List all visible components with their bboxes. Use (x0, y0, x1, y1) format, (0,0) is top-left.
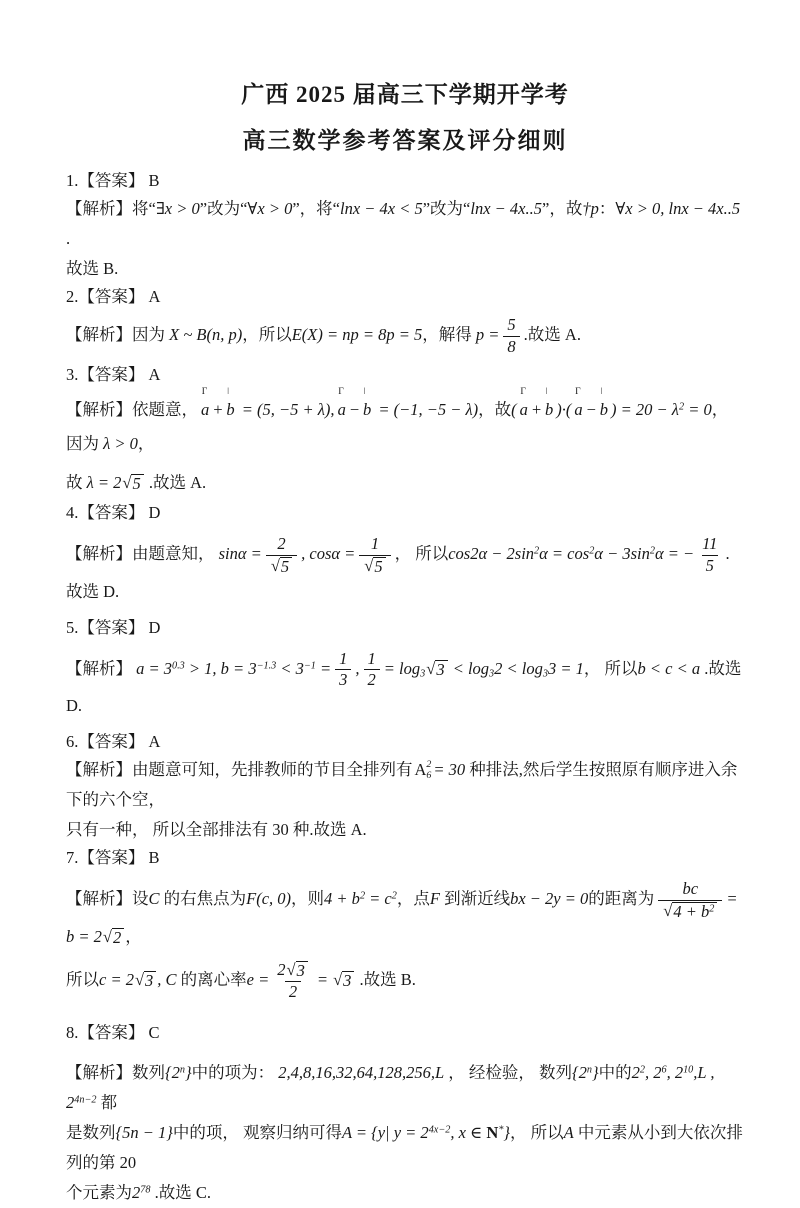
problem-2 (66, 284, 744, 357)
superscript: −1 (303, 660, 316, 672)
analysis-line-1-1 (66, 194, 744, 254)
sqrt-expression (426, 660, 447, 680)
text-run: 是数列 (66, 1123, 116, 1143)
math-run: 3 (436, 659, 445, 679)
superscript: 78 (140, 1184, 151, 1196)
fraction-numerator (367, 534, 383, 555)
math-run: sinα = (218, 544, 262, 564)
text-run: 【解析】将“ (66, 199, 156, 218)
sqrt-expression (364, 557, 385, 577)
problem-5 (66, 615, 744, 721)
math-run: = b = 2 (66, 889, 738, 946)
analysis-line-4-1 (66, 534, 744, 607)
problem-3 (66, 362, 744, 500)
math-run: ) = 20 − λ (611, 400, 679, 420)
math-run: c = 2 (99, 969, 134, 989)
text-run: 【解析】依题意， (66, 400, 198, 420)
fraction (273, 960, 313, 1003)
math-run: C (148, 889, 160, 909)
math-bold-run: N (486, 1123, 499, 1143)
problem-4 (66, 500, 744, 607)
math-run: {5n − 1} (115, 1123, 173, 1143)
math-run: } (591, 1063, 599, 1083)
fraction-denominator (285, 981, 301, 1003)
radicand (131, 474, 143, 494)
radicand (435, 660, 447, 680)
math-run: } (184, 1063, 192, 1083)
radicand (280, 557, 292, 577)
math-run: 2 (277, 959, 286, 979)
math-run: λ > 0 (99, 434, 138, 454)
superscript: 10 (683, 1064, 694, 1076)
sqrt-expression (103, 928, 124, 948)
vector-symbol (599, 386, 609, 427)
text-run: 中的 (598, 1063, 632, 1083)
analysis-line-8-1 (66, 1058, 744, 1118)
superscript: n (586, 1064, 592, 1076)
math-run: 2 (112, 927, 122, 947)
fraction (359, 534, 390, 577)
fraction (658, 879, 722, 922)
text-run: 中的项， 观察归纳可得 (172, 1123, 342, 1143)
text-run: 只有一种， 所以全部排法有 30 种.故选 A. (66, 820, 367, 840)
subscript: 3 (489, 668, 495, 680)
fraction-denominator (658, 900, 722, 922)
math-run: A (563, 1123, 574, 1143)
subscript: 3 (542, 668, 548, 680)
text-run: ，因为 (66, 400, 729, 454)
text-run: ， 所以 (510, 1123, 564, 1143)
subscript: 3 (420, 668, 426, 680)
math-run: 3 (343, 970, 352, 990)
superscript: * (498, 1124, 504, 1136)
vector-base: a (337, 400, 346, 420)
vector-base: a (519, 400, 528, 420)
math-run: ∀x > 0 (247, 199, 293, 218)
fraction (266, 534, 297, 577)
text-run: .故选 D. (66, 544, 730, 601)
radicand (144, 971, 156, 991)
math-run: − (585, 400, 597, 420)
math-run: + (530, 400, 543, 420)
superscript: 2 (359, 890, 366, 902)
radical-sign-icon: √ (122, 473, 132, 493)
math-run: 5 (705, 556, 714, 576)
fraction-numerator (273, 960, 313, 981)
math-run: = c (365, 889, 392, 909)
math-run: 2 (132, 1183, 141, 1203)
text-run: 中的项为： (191, 1063, 279, 1083)
text-run: 中元素从小到大依次排列的第 20 (66, 1123, 743, 1173)
analysis-line-7-2 (66, 960, 744, 1003)
math-run: F(c, 0) (246, 889, 292, 909)
fraction-denominator (359, 555, 390, 577)
radical-sign-icon: √ (663, 900, 673, 920)
math-run: = 0 (684, 400, 712, 420)
radical-sign-icon: √ (102, 926, 112, 946)
math-run: = (−1, −5 − λ) (374, 400, 479, 420)
sqrt-expression (333, 971, 354, 991)
vector-arrow-icon: ǀ (363, 386, 366, 398)
analysis-line-1-2 (66, 254, 744, 284)
math-run: b < c < a (637, 658, 701, 678)
math-run: †p (582, 199, 599, 218)
math-run: 5 (132, 474, 141, 494)
math-run: 4 + b (324, 889, 360, 909)
vector-base: b (545, 400, 554, 420)
radicand (342, 971, 354, 991)
math-run: 8 (507, 336, 516, 356)
math-run: bc (682, 879, 699, 899)
math-run: 2 (277, 534, 286, 554)
radical-sign-icon: √ (333, 969, 343, 989)
math-run: , 2 (644, 1063, 662, 1083)
vector-arrow-icon: Γ (338, 386, 344, 398)
fraction-numerator (364, 649, 380, 670)
text-run: ， 所以 (583, 658, 638, 678)
math-run: 2,4,8,16,32,64,128,256,L (278, 1063, 445, 1083)
vector-symbol (573, 386, 583, 427)
vector-base: b (226, 400, 235, 420)
vector-arrow-icon: Γ (575, 386, 581, 398)
superscript: 6 (661, 1064, 667, 1076)
text-run: 【解析】设 (66, 889, 149, 909)
radicand (296, 961, 308, 981)
vector-symbol (225, 386, 235, 427)
math-run: X ~ B(n, p) (165, 324, 243, 344)
math-run: a = 3 (136, 658, 173, 678)
sqrt-expression (663, 902, 717, 922)
math-run: bx − 2y = 0 (510, 889, 589, 909)
superscript: 2 (649, 545, 655, 557)
fraction-denominator (266, 555, 297, 577)
text-run: .故选 C. (150, 1183, 211, 1203)
fraction (364, 649, 380, 691)
text-run: 种排法,然后学生按照原有顺序进入余下的六个空， (66, 760, 738, 810)
radicand (373, 557, 385, 577)
math-run: 1 (370, 534, 380, 554)
answer-head-8: 8.【答案】 C (66, 1023, 160, 1043)
vector-base: a (201, 400, 210, 420)
fraction-denominator (503, 336, 519, 358)
perm-scripts (426, 759, 431, 782)
fraction-numerator (273, 534, 289, 555)
answer-head-4: 4.【答案】 D (66, 503, 161, 523)
answer-head-5: 5.【答案】 D (66, 617, 161, 637)
sqrt-expression (135, 971, 156, 991)
math-run: {2 (572, 1063, 587, 1083)
text-run: .故选 A. (144, 473, 207, 493)
answer-head-6: 6.【答案】 A (66, 732, 161, 752)
analysis-line-6-2 (66, 815, 744, 845)
text-run: 到渐近线 (439, 889, 511, 909)
text-run: ，所以 (242, 324, 292, 344)
text-run: ， 经检验， 数列 (444, 1063, 573, 1083)
radical-sign-icon: √ (286, 959, 296, 979)
superscript: 2 (589, 545, 595, 557)
vector-arrow-icon: ǀ (227, 386, 230, 398)
analysis-line-3-1 (66, 388, 744, 461)
text-run: ，点 (396, 889, 430, 909)
vector-symbol (200, 386, 210, 427)
math-run: α = − (654, 544, 695, 564)
math-run: A = {y| y = 2 (341, 1123, 429, 1143)
vector-arrow-icon: Γ (520, 386, 526, 398)
radical-sign-icon: √ (270, 555, 280, 575)
math-run: 2 < log (494, 658, 543, 678)
superscript: n (179, 1064, 185, 1076)
text-run: 故 (66, 473, 87, 493)
text-run: .故选 B. (355, 969, 416, 989)
math-run: + (212, 400, 224, 420)
superscript: 0.3 (172, 660, 185, 672)
document-title: 广西 2025 届高三下学期开学考 (241, 82, 569, 107)
math-run: < log (448, 658, 490, 678)
math-run: ∀x > 0, lnx − 4x..5 (615, 199, 741, 218)
math-run: 2 (631, 1063, 640, 1083)
math-run: < 3 (276, 658, 304, 678)
math-run: 5 (280, 556, 290, 576)
math-run: {2 (165, 1063, 180, 1083)
math-run: , 2 (666, 1063, 684, 1083)
vector-arrow-icon: Γ (201, 386, 208, 398)
math-run: 3 (339, 670, 348, 690)
math-run: } (503, 1123, 511, 1143)
math-run: 2 (367, 670, 376, 690)
text-run: 所以 (66, 969, 99, 989)
text-run: 的距离为 (588, 889, 655, 909)
analysis-line-7-1 (66, 879, 744, 952)
fraction-denominator (364, 669, 380, 691)
text-run: 故选 B. (66, 259, 119, 278)
perm-superscript: 2 (426, 758, 432, 770)
vector-arrow-icon: ǀ (600, 386, 603, 398)
text-run: .故选 D. (66, 658, 742, 716)
problem-6 (66, 729, 744, 845)
math-run: p = (475, 324, 500, 344)
superscript: 2 (678, 401, 685, 413)
radical-sign-icon: √ (134, 969, 145, 989)
text-run: 【解析】因为 (66, 324, 165, 344)
math-run: ( (511, 400, 517, 420)
text-run: ， 所以 (394, 544, 449, 564)
math-run: , x ∈ (450, 1123, 487, 1143)
math-run: lnx − 4x < 5 (339, 199, 423, 218)
vector-arrow-icon: ǀ (545, 386, 548, 398)
sqrt-expression (287, 961, 308, 981)
problem-7 (66, 845, 744, 1002)
perm-base: A (414, 760, 427, 780)
math-run: lnx − 4x..5 (470, 199, 543, 218)
text-run: ”，将“ (292, 199, 340, 218)
text-run: 【解析】由题意可知，先排教师的节目全排列有 (66, 760, 413, 780)
text-run: .故选 A. (523, 324, 581, 344)
math-run: = (5, −5 + λ), (237, 400, 335, 420)
math-run: F (429, 889, 440, 909)
superscript: 2 (639, 1064, 645, 1076)
text-run: 的右焦点为 (159, 889, 247, 909)
superscript: 4x−2 (428, 1124, 451, 1136)
fraction-numerator (679, 879, 703, 900)
math-run: ∃x > 0 (155, 199, 200, 218)
sqrt-expression (271, 557, 292, 577)
math-run: 5 (374, 556, 383, 576)
text-run: ”改为“ (199, 199, 248, 218)
math-run: − (348, 400, 360, 420)
math-run: , C (157, 969, 177, 989)
math-run: )·( (556, 400, 572, 420)
radical-sign-icon: √ (426, 658, 436, 678)
math-run: α − 3sin (594, 544, 650, 564)
vector-base: a (574, 400, 583, 420)
math-run: 1 (339, 648, 348, 668)
text-run: 【解析】由题意知， (66, 544, 219, 564)
text-run: ”，故 (542, 199, 583, 218)
math-run: 1 (367, 648, 376, 668)
math-run: 4 + b (673, 901, 710, 921)
answer-head-7: 7.【答案】 B (66, 848, 160, 868)
text-run: 都 (96, 1093, 118, 1113)
math-run: 5 (507, 315, 516, 334)
radicand (672, 902, 717, 922)
analysis-line-2-1 (66, 315, 744, 357)
text-run: ，解得 (422, 324, 476, 344)
math-run: , cosα = (301, 544, 356, 564)
document-subtitle: 高三数学参考答案及评分细则 (242, 128, 568, 153)
text-run: 【解析】数列 (66, 1063, 165, 1083)
permutation-symbol (415, 755, 432, 785)
math-run: 3 = 1 (547, 658, 584, 678)
superscript: 2 (391, 890, 397, 902)
math-run: = log (383, 658, 421, 678)
text-run: ，则 (291, 889, 325, 909)
math-run: 3 (296, 960, 305, 980)
text-run: ： (598, 199, 616, 218)
vector-symbol (337, 386, 347, 427)
math-run: λ = 2 (86, 473, 122, 493)
superscript: 4n−2 (74, 1094, 97, 1106)
analysis-line-6-1 (66, 755, 744, 815)
math-run: cos2α − 2sin (448, 544, 535, 564)
answer-head-3: 3.【答案】 A (66, 365, 161, 385)
vector-symbol (362, 386, 372, 427)
superscript: 2 (534, 545, 540, 557)
problem-1 (66, 168, 744, 284)
math-run: = (316, 969, 333, 989)
fraction-denominator (335, 669, 351, 691)
text-run: ”改为“ (422, 199, 471, 218)
math-run: ,L , 2 (66, 1063, 715, 1113)
math-run: = (315, 658, 332, 678)
vector-symbol (519, 386, 529, 427)
text-run: ，故 (478, 400, 512, 420)
math-run: = 30 (433, 760, 466, 780)
fraction-numerator (503, 315, 519, 336)
fraction-numerator (335, 649, 351, 670)
superscript: −1.3 (256, 660, 277, 672)
math-run: E(X) = np = 8p = 5 (291, 324, 423, 344)
analysis-line-8-2 (66, 1118, 744, 1178)
analysis-line-5-1 (66, 649, 744, 721)
answer-head-1: 1.【答案】 B (66, 171, 160, 190)
math-run: e = (246, 969, 270, 989)
fraction (335, 649, 351, 691)
vector-base: b (362, 400, 372, 420)
problem-8 (66, 1020, 744, 1208)
answer-head-2: 2.【答案】 A (66, 287, 161, 306)
math-run: 2 (288, 981, 298, 1001)
text-run: ， (137, 434, 155, 454)
math-run: , (355, 658, 360, 678)
vector-base: b (599, 400, 609, 420)
vector-symbol (544, 386, 554, 427)
superscript: 2 (709, 903, 715, 915)
analysis-line-3-2 (66, 461, 744, 500)
fraction (698, 534, 721, 576)
radical-sign-icon: √ (364, 555, 374, 575)
analysis-line-8-3 (66, 1178, 744, 1208)
math-run: 11 (702, 534, 718, 554)
fraction-denominator (702, 555, 718, 577)
perm-subscript: 6 (426, 770, 432, 782)
text-run: 【解析】 (66, 658, 137, 678)
fraction (503, 315, 519, 357)
fraction-numerator (698, 534, 721, 555)
math-run: α = cos (539, 544, 590, 564)
math-run: 3 (145, 970, 154, 990)
text-run: 的离心率 (176, 969, 247, 989)
text-run: ， (125, 926, 142, 946)
text-run: 个元素为 (66, 1183, 132, 1203)
text-run: . (66, 229, 71, 248)
radicand (112, 928, 124, 948)
math-run: > 1, b = 3 (184, 658, 257, 678)
sqrt-expression (122, 474, 143, 494)
